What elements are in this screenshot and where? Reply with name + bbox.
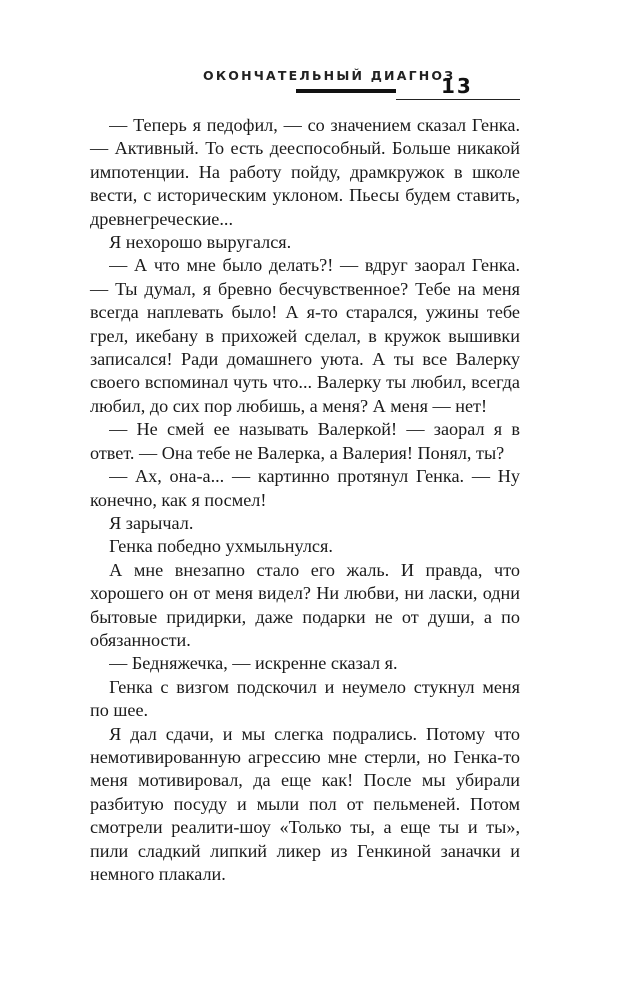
paragraph: Генка с визгом подскочил и неумело стукнул меня по шее. <box>90 676 520 721</box>
paragraph: — А что мне было делать?! — вдруг заорал Генка. — Ты думал, я бревно бесчувственное? Тебе на меня всегда наплевать было! А я-то старался, ужины тебе грел, икебану в прихожей сделал, в кружок вышивки записался! Ради домашнего уюта. А ты все Валерку своего вспоминал чуть что... Валерку ты любил, всегда любил, до сих пор любишь, а меня? А меня — нет! <box>90 255 520 416</box>
running-title: ОКОНЧАТЕЛЬНЫЙ ДИАГНОЗ <box>203 68 456 83</box>
header-rule <box>396 99 520 100</box>
paragraph: Я дал сдачи, и мы слегка подрались. Потому что немотивированную агрессию мне стерли, но Генка-то меня мотивировал, да еще как! После мы убирали разбитую посуду и мыли пол от пельменей. Потом смотрели реалити-шоу «Только ты, а еще ты и ты», пили сладкий липкий ликер из Генкиной заначки и немного плакали. <box>90 723 520 884</box>
page-header <box>0 0 619 110</box>
paragraph: — Не смей ее называть Валеркой! — заорал я в ответ. — Она тебе не Валерка, а Валерия! Понял, ты? <box>90 419 520 463</box>
page-number: 13 <box>441 74 473 98</box>
paragraph: — Бедняжечка, — искренне сказал я. <box>109 653 398 674</box>
paragraph: Генка победно ухмыльнулся. <box>109 536 333 557</box>
title-underline <box>296 89 396 93</box>
paragraph: Я зарычал. <box>109 512 194 533</box>
paragraph: — Ах, она-а... — картинно протянул Генка. — Ну конечно, как я посмел! <box>90 466 520 510</box>
paragraph: Я нехорошо выругался. <box>109 232 292 253</box>
paragraph: — Теперь я педофил, — со значением сказал Генка. — Активный. То есть дееспособный. Больше никакой импотенции. На работу пойду, драмкружок в школе вести, с историческим уклоном. Пьесы будем ставить, древнегреческие... <box>90 115 520 229</box>
paragraph: А мне внезапно стало его жаль. И правда, что хорошего он от меня видел? Ни любви, ни ласки, одни бытовые придирки, даже подарки не от души, а по обязанности. <box>90 559 520 650</box>
body-text <box>90 114 520 886</box>
